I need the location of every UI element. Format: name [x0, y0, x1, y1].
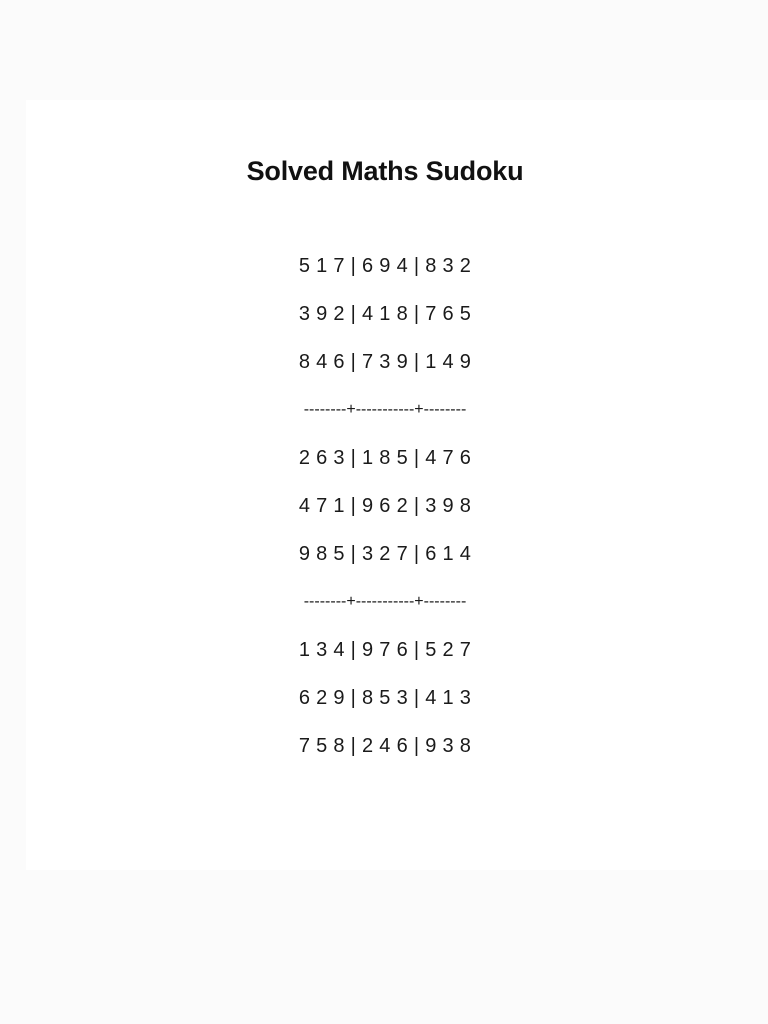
- block-separator: --------+-----------+--------: [303, 593, 467, 610]
- block-separator: --------+-----------+--------: [303, 401, 467, 418]
- sudoku-row: 7 5 8 | 2 4 6 | 9 3 8: [298, 735, 472, 757]
- sudoku-grid: [26, 255, 744, 794]
- sudoku-row: 9 8 5 | 3 2 7 | 6 1 4: [298, 543, 472, 565]
- sudoku-row: 6 2 9 | 8 5 3 | 4 1 3: [298, 687, 472, 709]
- sudoku-row: 3 9 2 | 4 1 8 | 7 6 5: [298, 303, 472, 325]
- sudoku-row: 1 3 4 | 9 7 6 | 5 2 7: [298, 639, 472, 661]
- document-page: [26, 100, 768, 870]
- sudoku-row: 5 1 7 | 6 9 4 | 8 3 2: [298, 255, 472, 277]
- sudoku-row: 2 6 3 | 1 8 5 | 4 7 6: [298, 447, 472, 469]
- sudoku-row: 4 7 1 | 9 6 2 | 3 9 8: [298, 495, 472, 517]
- page-title: Solved Maths Sudoku: [246, 156, 524, 186]
- sudoku-row: 8 4 6 | 7 3 9 | 1 4 9: [298, 351, 472, 373]
